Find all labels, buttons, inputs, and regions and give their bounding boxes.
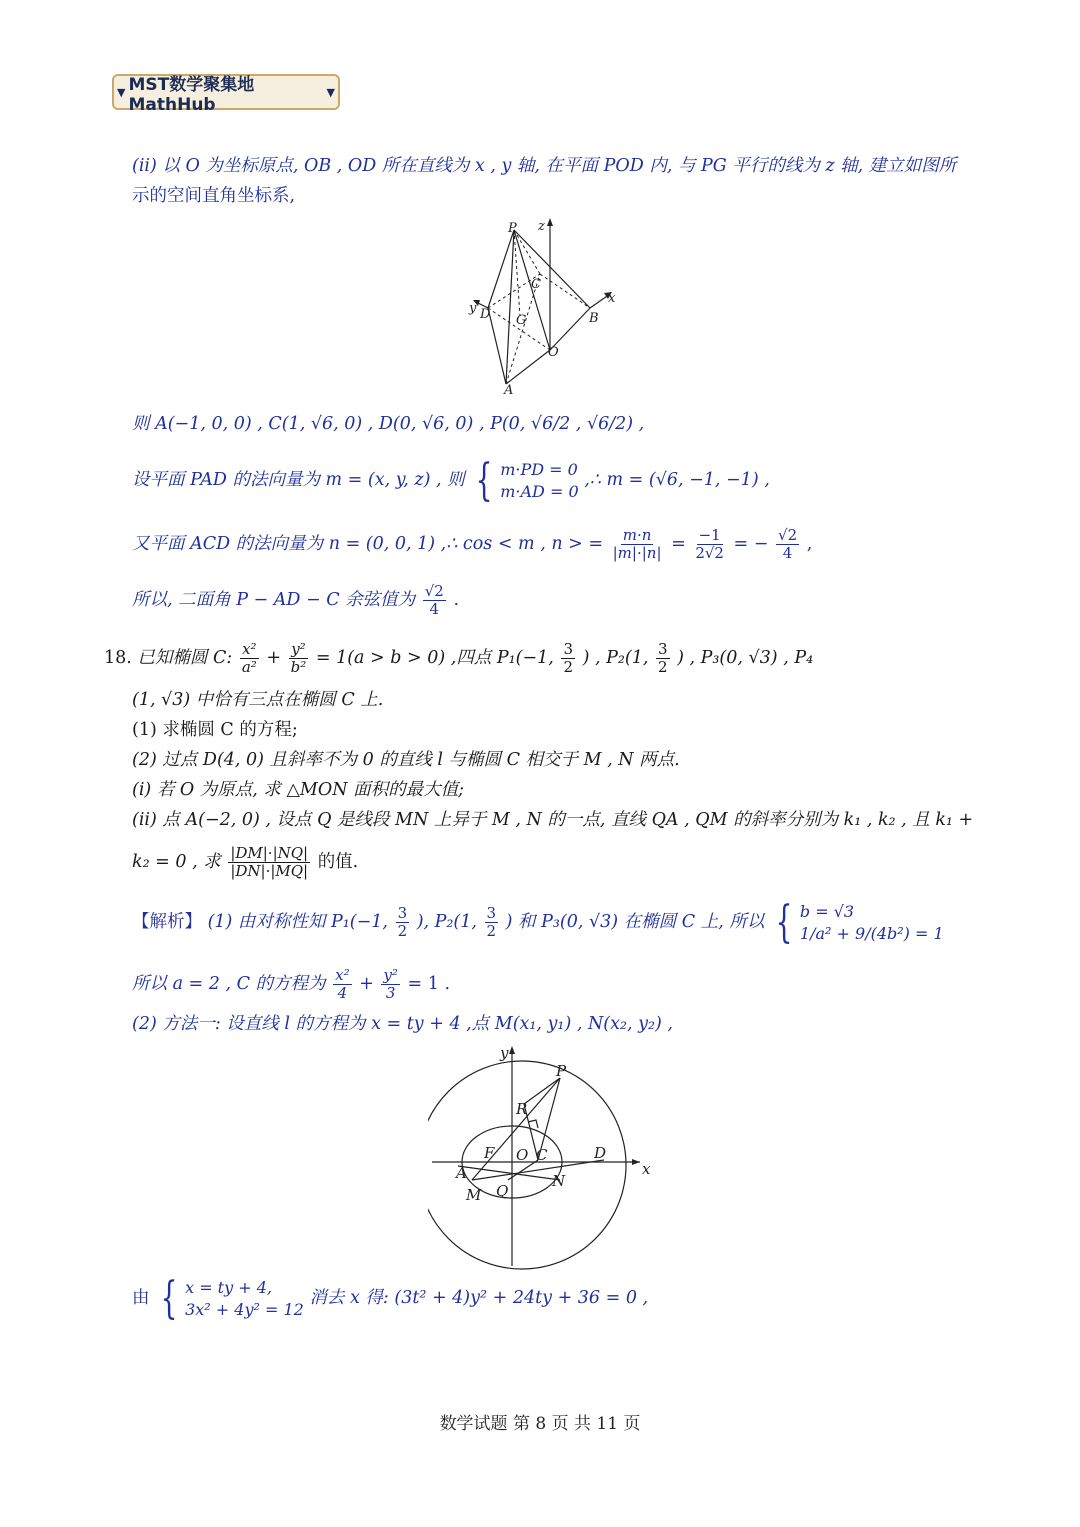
part-ii-intro-line1: (ii) 以 O 为坐标原点, OB , OD 所在直线为 x , y 轴, 在平面 POD 内, 与 PG 平行的线为 z 轴, 建立如图所 [132, 156, 957, 176]
y-arrow-icon [509, 1046, 515, 1054]
label-Q: Q [496, 1182, 509, 1200]
label-C: C [531, 277, 541, 292]
label-y: y [469, 301, 477, 316]
p1-fraction: $\frac{3}{2}$ [563, 640, 573, 676]
label-D: D [480, 307, 491, 322]
conclusion-prefix: 所以, 二面角 P − AD − C 余弦值为 [132, 590, 416, 610]
solution-eliminate-line: 由 { x = ty + 4, 3x² + 4y² = 12 消去 x 得: (3t² + 4)y² + 24ty + 36 = 0 , [132, 1272, 649, 1324]
problem-number: 18. [104, 648, 132, 668]
label-G: G [516, 313, 527, 328]
cos-fraction: $\frac{m\cdot n}{|m|\cdot|n|}$ [612, 526, 662, 562]
label-O: O [548, 345, 559, 360]
normal-acd-text: 又平面 ACD 的法向量为 n = (0, 0, 1) ,∴ cos < m , n > = [132, 534, 604, 554]
edge-PG [514, 230, 520, 316]
label-B: B [589, 311, 599, 326]
problem18-q2ii: (ii) 点 A(−2, 0) , 设点 Q 是线段 MN 上异于 M , N 的一点, 直线 QA , QM 的斜率分别为 k₁ , k₂ , 且 k₁ + [132, 810, 974, 830]
solution-result-line: 所以 a = 2 , C 的方程为 $\frac{\text{x²}}{4}$ + $\frac{\text{y²}}{3}$ = 1 . [132, 966, 451, 1002]
label-P: P [556, 1062, 567, 1080]
tetrahedron-figure [462, 216, 622, 398]
normal-pad-result: ,∴ m = (√6, −1, −1) , [584, 470, 770, 490]
triangle-down-icon: ▼ [117, 85, 126, 99]
mathhub-badge [112, 74, 340, 115]
label-P: P [508, 221, 517, 236]
z-arrow-icon [547, 218, 553, 226]
edge-CB [540, 274, 590, 308]
problem18-q1: (1) 求椭圆 C 的方程; [132, 720, 298, 740]
problem18-line2: (1, √3) 中恰有三点在椭圆 C 上. [132, 690, 384, 710]
ellipse-circle-figure [428, 1040, 660, 1270]
coords-line: 则 A(−1, 0, 0) , C(1, √6, 0) , D(0, √6, 0) , P(0, √6/2 , √6/2) , [132, 414, 645, 434]
normal-pad-system: { m·PD = 0 m·AD = 0 [475, 454, 579, 506]
label-O: O [516, 1146, 529, 1164]
problem18-q2i: (i) 若 O 为原点, 求 △MON 面积的最大值; [132, 780, 464, 800]
conclusion-line: 所以, 二面角 P − AD − C 余弦值为 $\frac{√2}{4}$ . [132, 582, 460, 618]
label-A: A [504, 383, 514, 398]
conclusion-fraction: $\frac{√2}{4}$ [424, 582, 444, 618]
badge-text: MST数学聚集地MathHub [128, 74, 255, 115]
problem18-line1: 18. 已知椭圆 C: $\frac{\text{x²}}{\text{a²}}$ + $\frac{\text{y²}}{\text{b²}}$ = 1(a > b > 0) ,四点 P₁(−1, $\frac{3}{2}$ ) , P₂(1, $\frac{3}{2}$ ) , P₃(0, √3) , P₄ [104, 640, 814, 676]
label-x: x [642, 1160, 651, 1178]
ratio-fraction: $\frac{|DM|\cdot|NQ|}{|DN|\cdot|MQ|}$ [230, 844, 309, 880]
edge-OB [550, 308, 590, 350]
cos-fraction-3: $\frac{√2}{4}$ [778, 526, 798, 562]
ellipse-x-fraction: $\frac{\text{x²}}{\text{a²}}$ [241, 640, 257, 676]
normal-acd-line: 又平面 ACD 的法向量为 n = (0, 0, 1) ,∴ cos < m , n > = $\frac{m\cdot n}{|m|\cdot|n|}$ = $\frac{-1}{2√2}$ = − $\frac{√2}{4}$ , [132, 526, 813, 562]
ellipse-y-fraction: $\frac{\text{y²}}{\text{b²}}$ [290, 640, 307, 676]
triangle-down-icon: ▼ [326, 85, 335, 99]
cos-fraction-2: $\frac{-1}{2√2}$ [695, 526, 724, 562]
label-F: F [484, 1144, 495, 1162]
normal-pad-prefix: 设平面 PAD 的法向量为 m = (x, y, z) , 则 [132, 470, 465, 490]
solution-system-2: { x = ty + 4, 3x² + 4y² = 12 [160, 1272, 304, 1324]
page-footer: 数学试题 第 8 页 共 11 页 [439, 1414, 641, 1434]
p2-fraction: $\frac{3}{2}$ [658, 640, 668, 676]
problem18-q2ii-b: k₂ = 0 , 求 $\frac{|DM|\cdot|NQ|}{|DN|\cdot|MQ|}$ 的值. [132, 844, 359, 880]
label-N: N [552, 1172, 566, 1190]
solution-tag: 【解析】 [132, 912, 202, 932]
solution-line1: 【解析】 (1) 由对称性知 P₁(−1, $\frac{3}{2}$ ), P₂(1, $\frac{3}{2}$ ) 和 P₃(0, √3) 在椭圆 C 上, 所以 { b = √3 1/a² + 9/(4b²) = 1 [132, 896, 944, 948]
x-arrow-icon [632, 1159, 640, 1165]
problem18-q2: (2) 过点 D(4, 0) 且斜率不为 0 的直线 l 与椭圆 C 相交于 M , N 两点. [132, 750, 680, 770]
label-z: z [538, 219, 545, 234]
normal-pad-row2: m·AD = 0 [500, 481, 579, 501]
label-x: x [608, 291, 616, 306]
solution-system: { b = √3 1/a² + 9/(4b²) = 1 [775, 896, 944, 948]
label-C: C [536, 1146, 548, 1164]
cos-eq2-sign: = − [733, 534, 769, 554]
label-y: y [500, 1044, 509, 1062]
edge-AD [488, 308, 506, 384]
label-D: D [594, 1144, 607, 1162]
normal-pad-row1: m·PD = 0 [500, 459, 578, 479]
solution-method1-line: (2) 方法一: 设直线 l 的方程为 x = ty + 4 ,点 M(x₁, y₁) , N(x₂, y₂) , [132, 1014, 673, 1034]
label-R: R [516, 1100, 528, 1118]
edge-AO [506, 350, 550, 384]
normal-pad-line [132, 456, 770, 504]
part-ii-intro-line2: 示的空间直角坐标系, [132, 186, 296, 206]
label-M: M [466, 1186, 482, 1204]
label-A: A [456, 1164, 467, 1182]
